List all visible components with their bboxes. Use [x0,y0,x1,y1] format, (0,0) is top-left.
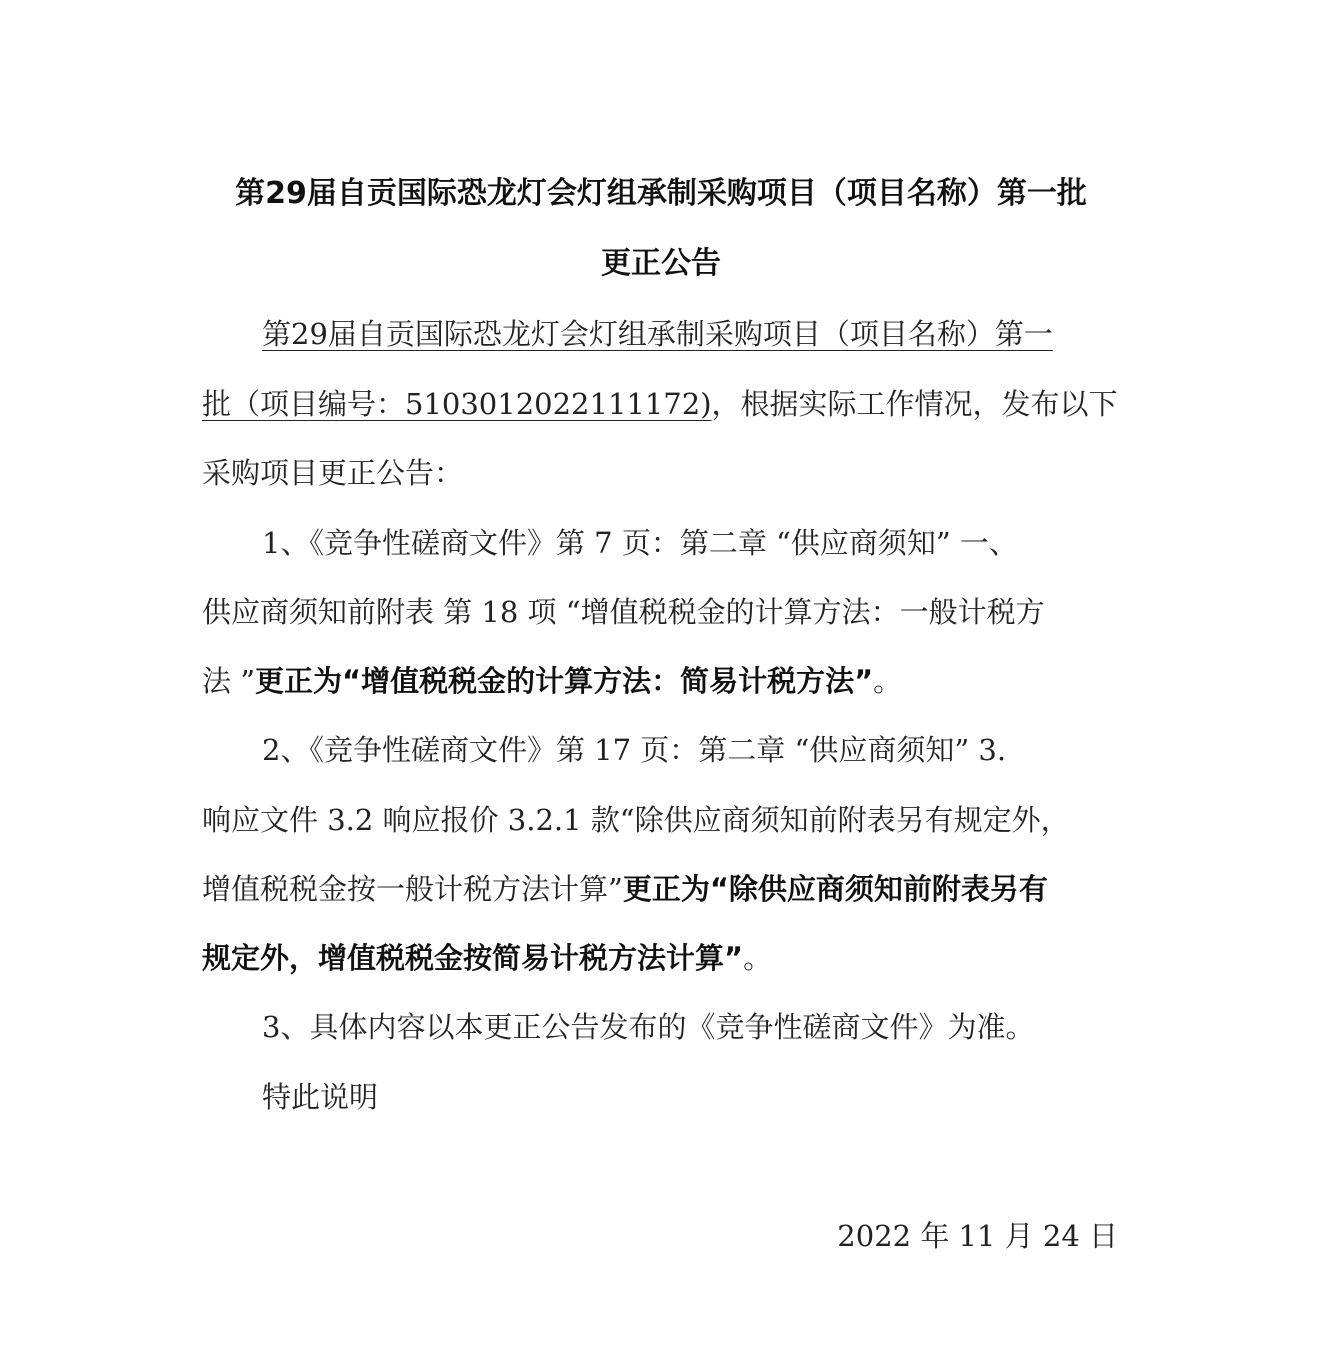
item-2-line-4 [202,938,1118,978]
item-2-correction-part-2: 规定外，增值税税金按简易计税方法计算” [202,941,744,975]
intro-line-3-text: 采购项目更正公告： [202,456,464,490]
intro-line-2-text: ，根据实际工作情况，发布以下 [711,387,1118,421]
item-1-correction: 更正为“增值税税金的计算方法：简易计税方法” [255,664,874,698]
title-line-2: 更正公告 [601,246,721,281]
item-1-line-2-text: 供应商须知前附表 第 18 项 “增值税税金的计算方法：一般计税方 [202,595,1045,629]
closing-line [262,1077,1118,1117]
item-2-line-3-plain: 增值税税金按一般计税方法计算” [202,872,623,906]
item-2-line-3 [202,869,1118,909]
item-1-line-1 [262,523,1118,563]
item-1-line-3 [202,661,1118,701]
closing-text: 特此说明 [262,1080,379,1114]
item-1-line-3-end: 。 [873,664,903,698]
item-3-text: 3、具体内容以本更正公告发布的《竞争性磋商文件》为准。 [262,1010,1035,1044]
item-2-line-1 [262,730,1118,770]
intro-project-number: 批（项目编号：5103012022111172) [202,387,712,421]
announcement-date: 2022 年 11 月 24 日 [837,1219,1118,1253]
item-1-line-2 [202,592,1118,632]
intro-line-3 [202,453,1118,493]
item-3-line-1 [262,1007,1118,1047]
item-1-line-3-plain: 法 ” [202,664,256,698]
intro-line-2 [202,384,1118,424]
title-line-1: 第29届自贡国际恐龙灯会灯组承制采购项目（项目名称）第一批 [235,176,1087,211]
item-2-line-2 [202,800,1118,840]
item-1-line-1-text: 1、《竞争性磋商文件》第 7 页：第二章 “供应商须知” 一、 [262,526,1018,560]
intro-line-1 [262,314,1118,354]
item-2-line-2-text: 响应文件 3.2 响应报价 3.2.1 款“除供应商须知前附表另有规定外， [202,803,1070,837]
item-2-correction-part-1: 更正为“除供应商须知前附表另有 [622,872,1048,906]
item-2-line-4-end: 。 [743,941,773,975]
item-2-line-1-text: 2、《竞争性磋商文件》第 17 页：第二章 “供应商须知” 3. [262,733,1007,767]
intro-project-name: 第29届自贡国际恐龙灯会灯组承制采购项目（项目名称）第一 [262,317,1053,351]
